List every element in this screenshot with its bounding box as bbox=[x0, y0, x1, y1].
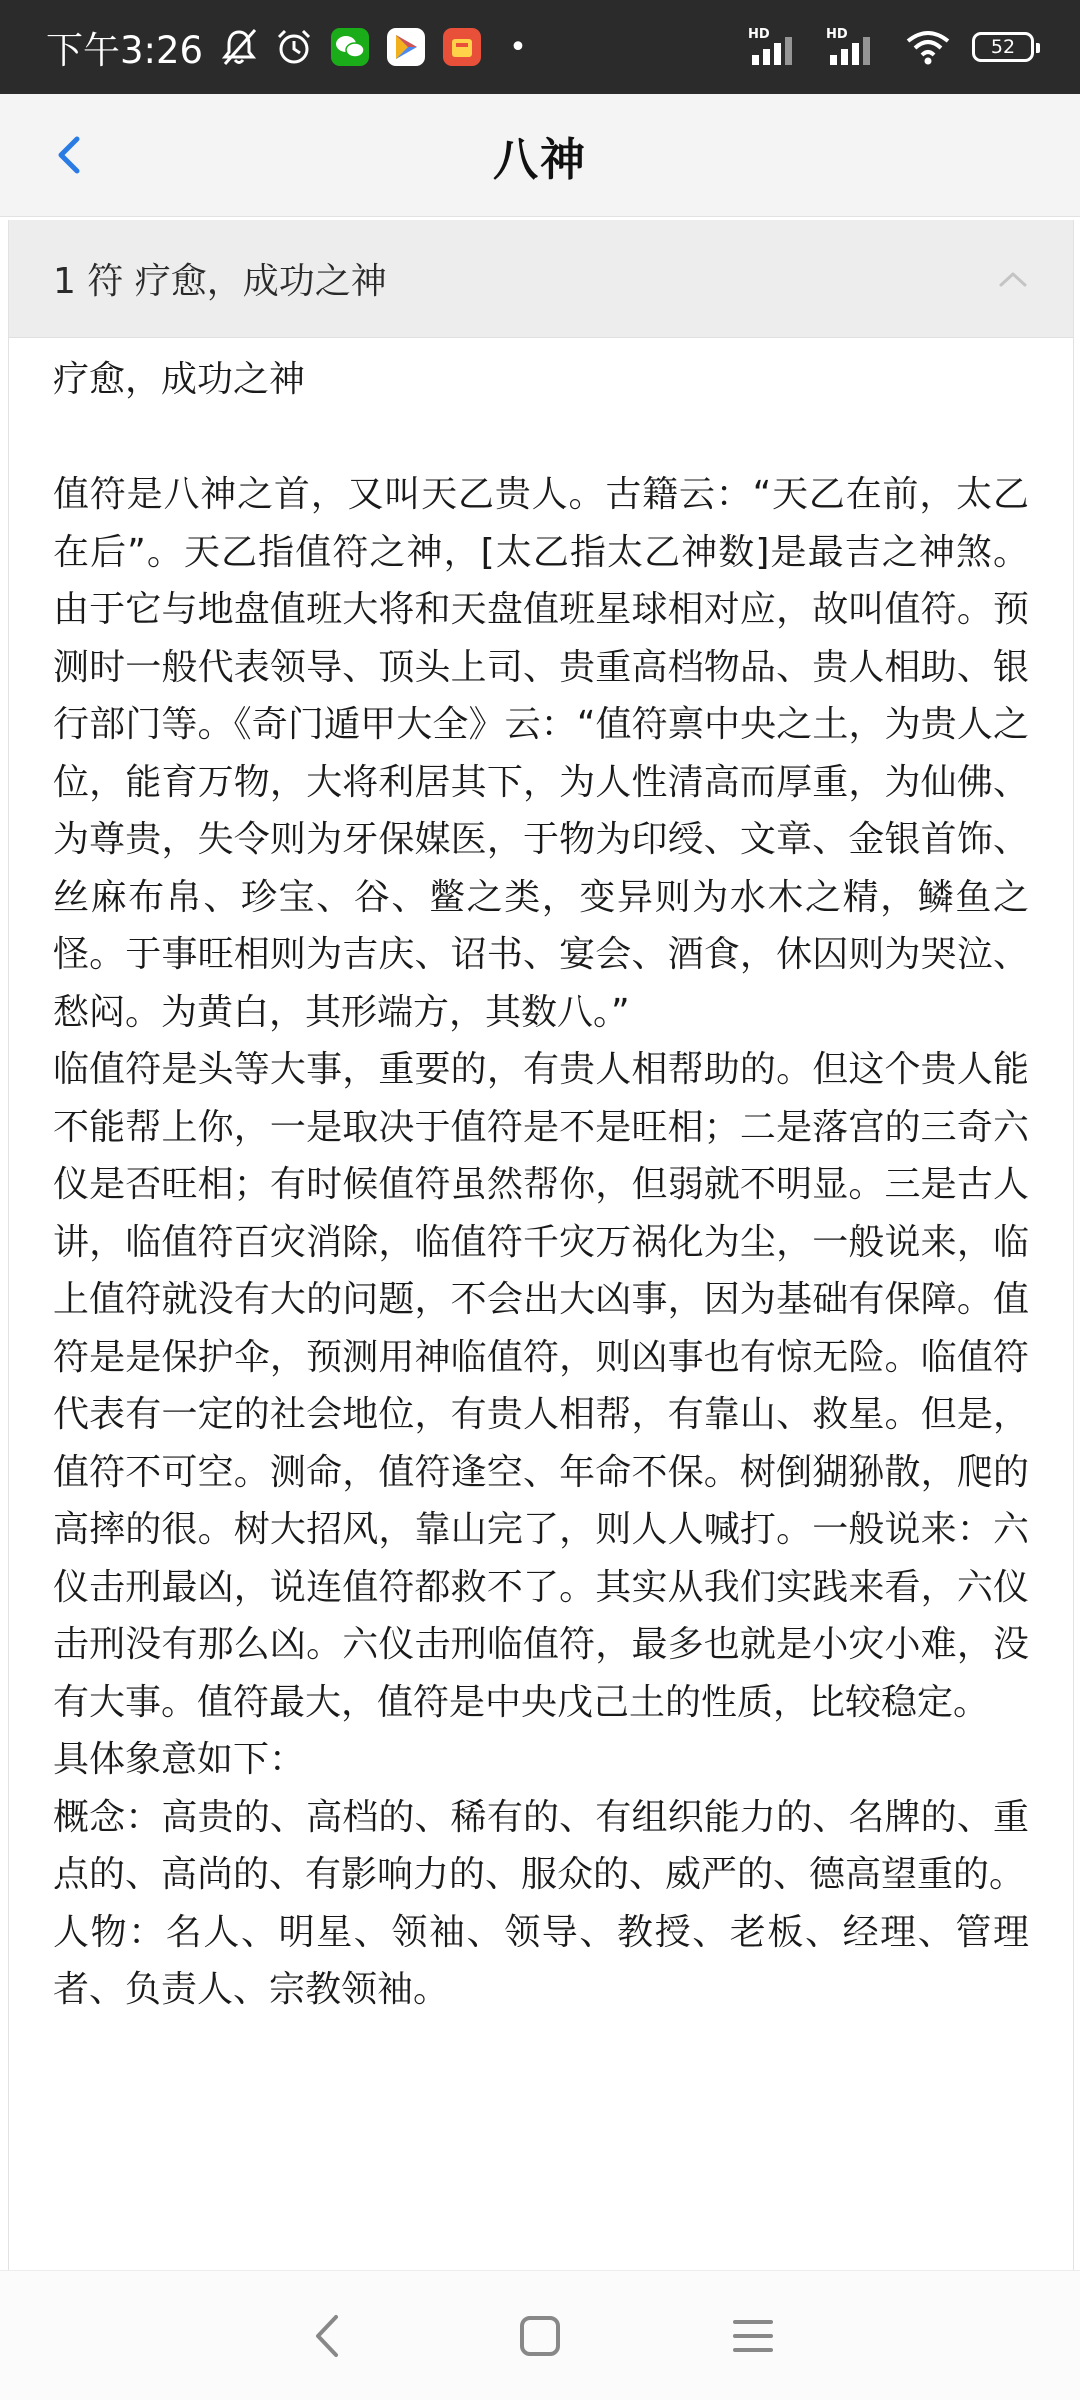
accordion-title: 1 符 疗愈，成功之神 bbox=[53, 261, 387, 302]
back-button[interactable] bbox=[34, 120, 104, 190]
section-subtitle: 疗愈，成功之神 bbox=[53, 359, 306, 400]
chevron-up-icon[interactable] bbox=[995, 261, 1031, 297]
battery-level: 52 bbox=[990, 36, 1016, 58]
nav-home-icon[interactable] bbox=[510, 2306, 570, 2366]
signal-hd-icon: HD bbox=[748, 27, 800, 67]
app-bar bbox=[0, 94, 1080, 217]
alarm-icon bbox=[275, 28, 313, 66]
nav-back-icon[interactable] bbox=[297, 2306, 357, 2366]
wifi-icon bbox=[904, 27, 952, 67]
accordion-header[interactable] bbox=[9, 220, 1073, 338]
paragraph: 临值符是头等大事，重要的，有贵人相帮助的。但这个贵人能不能帮上你，一是取决于值符是不是旺相；二是落宫的三奇六仪是否旺相；有时候值符虽然帮你，但弱就不明显。三是古人讲，临值符百灾消除，临值符千灾万祸化为尘，一般说来，临上值符就没有大的问题，不会出大凶事，因为基础有保障。值符是是保护伞，预测用神临值符，则凶事也有惊无险。临值符代表有一定的社会地位，有贵人相帮，有靠山、救星。但是，值符不可空。测命，值符逢空、年命不保。树倒猢狲散，爬的高摔的很。树大招风，靠山完了，则人人喊打。一般说来：六仪击刑最凶，说连值符都救不了。其实从我们实践来看，六仪击刑没有那么凶。六仪击刑临值符，最多也就是小灾小难，没有大事。值符最大，值符是中央戊己土的性质，比较稳定。 bbox=[53, 1049, 1029, 1723]
paragraph: 概念：高贵的、高档的、稀有的、有组织能力的、名牌的、重点的、高尚的、有影响力的、服众的、威严的、德高望重的。 bbox=[53, 1796, 1029, 1895]
bell-off-icon bbox=[221, 28, 257, 66]
system-nav-bar bbox=[0, 2270, 1080, 2400]
page-title: 八神 bbox=[492, 132, 587, 186]
battery-icon bbox=[972, 32, 1034, 62]
play-store-icon bbox=[387, 28, 425, 66]
paragraph: 具体象意如下： bbox=[53, 1739, 306, 1780]
accordion-section bbox=[8, 220, 1074, 2270]
chevron-left-icon bbox=[53, 133, 85, 177]
accordion-body bbox=[9, 338, 1073, 2019]
status-bar bbox=[0, 0, 1080, 94]
nav-menu-icon[interactable] bbox=[723, 2306, 783, 2366]
status-time: 下午3:26 bbox=[46, 29, 204, 72]
dot-icon: • bbox=[509, 29, 527, 65]
wechat-icon bbox=[331, 28, 369, 66]
signal-hd-icon: HD bbox=[826, 27, 878, 67]
paragraph: 人物：名人、明星、领袖、领导、教授、老板、经理、管理者、负责人、宗教领袖。 bbox=[53, 1911, 1029, 2010]
app-icon bbox=[443, 28, 481, 66]
paragraph: 值符是八神之首，又叫天乙贵人。古籍云：“天乙在前，太乙在后”。天乙指值符之神，[太乙指太乙神数]是最吉之神煞。由于它与地盘值班大将和天盘值班星球相对应，故叫值符。预测时一般代表领导、顶头上司、贵重高档物品、贵人相助、银行部门等。《奇门遁甲大全》云：“值符禀中央之土，为贵人之位，能育万物，大将利居其下，为人性清高而厚重，为仙佛、为尊贵，失令则为牙保媒医，于物为印绶、文章、金银首饰、丝麻布帛、珍宝、谷、鳖之类，变异则为水木之精，鳞鱼之怪。于事旺相则为吉庆、诏书、宴会、酒食，休囚则为哭泣、愁闷。为黄白，其形端方，其数八。” bbox=[53, 474, 1029, 1033]
